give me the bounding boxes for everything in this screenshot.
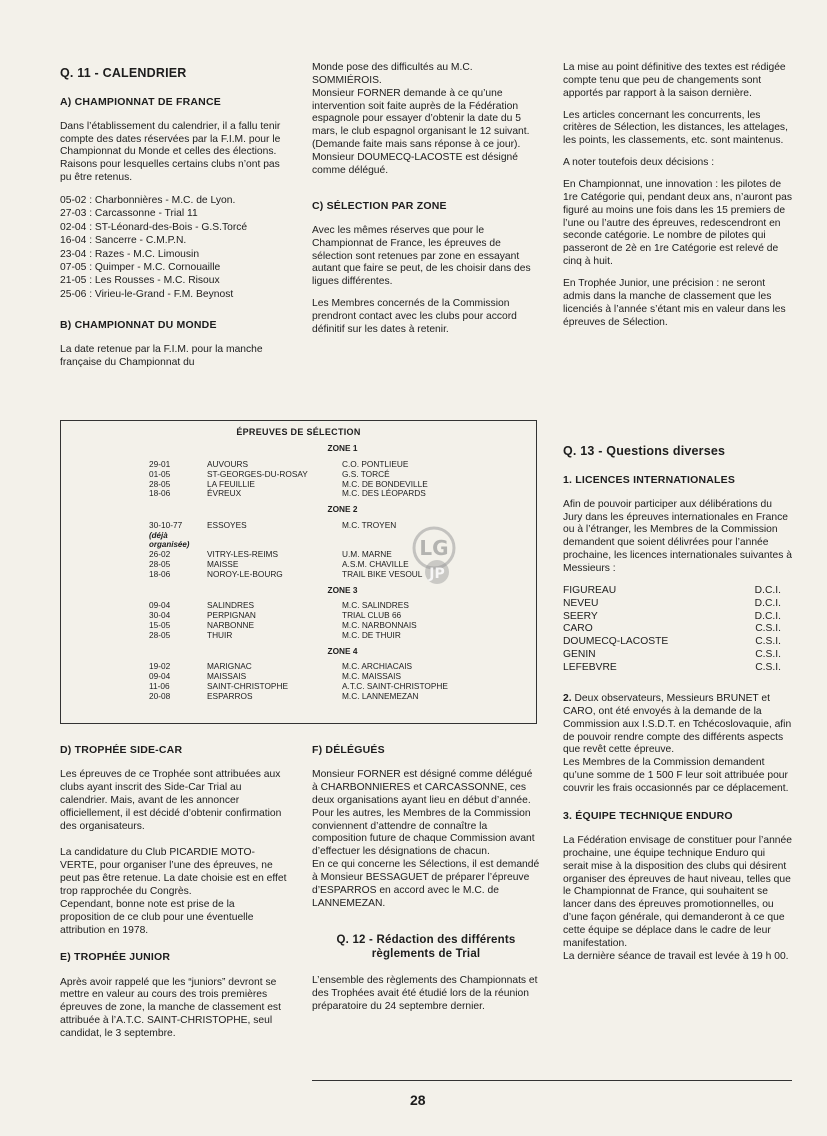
event-club: TRAIL BIKE VESOUL xyxy=(342,568,423,579)
event-date: 28-05 xyxy=(149,630,171,640)
enduro-text2: La dernière séance de travail est levée à 19 h 00. xyxy=(563,950,789,962)
section-f-p1: Monsieur FORNER est désigné comme délégué à CHARBONNIERES et CARCASSONNE, ces deux organisations ayant lieu en début d’année. xyxy=(312,769,533,806)
section-d-p3: Cependant, bonne note est prise de la proposition de ce club pour une éventuelle attribution en 1978. xyxy=(60,898,254,936)
section-d-p2: La candidature du Club PICARDIE MOTO-VERTE, pour organiser l’une des épreuves, ne peut pas être retenue. La date choisie est en effet trop rapprochée du Congrès. xyxy=(60,847,287,897)
enduro-title: 3. ÉQUIPE TECHNIQUE ENDURO xyxy=(563,809,733,822)
observers-number: 2. xyxy=(563,692,572,704)
licence-type: D.C.I. xyxy=(754,610,781,622)
observers-body: Deux observateurs, Messieurs BRUNET et CARO, ont été envoyés à la demande de la Commission aux I.S.D.T. en Tchécoslovaquie, afin de pouvoir rendre compte des différents aspects que revêt cette épreuve. xyxy=(563,692,792,756)
zones-container xyxy=(61,443,536,702)
zone-block xyxy=(149,443,536,499)
q12-p1: L’ensemble des règlements des Championnats et des Trophées avait été étudié lors de la réunion préparatoire du 24 septembre dernier. xyxy=(312,975,538,1013)
event-venue: VITRY-LES-REIMS xyxy=(207,548,279,559)
calendar-date: 23-04 : Razes - M.C. Limousin xyxy=(60,248,200,260)
licence-name: NEVEU xyxy=(563,597,599,609)
observers-text2: Les Membres de la Commission demandent qu’une somme de 1 500 F leur soit attribuée pour couvrir les frais occasionnés par ce déplacement. xyxy=(563,757,789,794)
event-venue: AUVOURS xyxy=(207,458,249,469)
event-row xyxy=(149,521,536,531)
calendar-date: 02-04 : ST-Léonard-des-Bois - G.S.Torcé xyxy=(60,221,248,233)
licence-name: LEFEBVRE xyxy=(563,662,617,674)
event-club: M.C. DE BONDEVILLE xyxy=(342,478,428,489)
calendar-date: 07-05 : Quimper - M.C. Cornouaille xyxy=(60,261,221,273)
observers-text xyxy=(563,693,793,757)
event-club: M.C. MAISSAIS xyxy=(342,671,402,682)
right-text-3: A noter toutefois deux décisions : xyxy=(563,157,715,169)
licence-row xyxy=(563,649,793,662)
zone-block xyxy=(149,504,536,579)
calendar-date: 16-04 : Sancerre - C.M.P.N. xyxy=(60,235,187,247)
licence-row xyxy=(563,598,793,611)
column-right-bottom xyxy=(563,440,793,973)
footer-rule xyxy=(312,1080,792,1081)
section-b-title: B) CHAMPIONNAT DU MONDE xyxy=(60,319,217,332)
q13-title: Q. 13 - Questions diverses xyxy=(563,444,726,458)
section-b-text: La date retenue par la F.I.M. pour la manche française du Championnat du xyxy=(60,344,263,369)
section-a-title: A) CHAMPIONNAT DE FRANCE xyxy=(60,95,221,108)
zone-title: ZONE 3 xyxy=(327,584,358,595)
event-row xyxy=(149,570,536,580)
section-e-p1: Après avoir rappelé que les “juniors” devront se mettre en valeur au cours des trois premières épreuves de zone, la manche de classement est attribuée à l’A.T.C. SAINT-CHRISTOPHE, seul candidat, le 3 septembre. xyxy=(60,976,281,1039)
event-club: M.C. ARCHIACAIS xyxy=(342,661,413,672)
calendar-date: 05-02 : Charbonnières - M.C. de Lyon. xyxy=(60,195,236,207)
enduro-text: La Fédération envisage de constituer pour l’année prochaine, une équipe technique Enduro qui serait mise à la disposition des clubs qui désirent organiser des épreuves de haut niveau, telles que le Championnat de France, qui souhaitent se lancer dans des épreuves promotionnelles, ou d’une façon générale, qui demanderont à ce que cette équipe se déplace dans le cadre de leur manifestation. xyxy=(563,834,792,949)
event-club: A.T.C. SAINT-CHRISTOPHE xyxy=(342,681,448,692)
event-date: 18-06 xyxy=(149,568,171,579)
event-date: 01-05 xyxy=(149,468,171,479)
epreuves-title: ÉPREUVES DE SÉLECTION xyxy=(236,427,361,437)
lg-jp-logo-icon xyxy=(407,524,461,588)
event-date: 15-05 xyxy=(149,620,171,631)
licence-type: C.S.I. xyxy=(755,662,781,674)
event-date: 28-05 xyxy=(149,558,171,569)
event-row xyxy=(149,531,536,550)
column-middle-bottom xyxy=(312,740,540,1023)
right-text-5: En Trophée Junior, une précision : ne seront admis dans la manche de classement que les licenciés à l’année s’étant mis en valeur dans les épreuves de Sélection. xyxy=(563,278,786,328)
event-venue: SAINT-CHRISTOPHE xyxy=(207,681,288,692)
event-club: M.C. DE THUIR xyxy=(342,630,401,640)
event-date: 20-08 xyxy=(149,691,171,702)
right-text-4: En Championnat, une innovation : les pilotes de 1re Catégorie qui, pendant deux ans, n’auront pas figuré au moins une fois dans les 15 premiers de l’une ou l’autre des épreuves, redescendront en seconde catégorie. Le nombre de pilotes qui passeront de 2è en 1re Catégorie est relevé de cinq à huit. xyxy=(563,179,792,268)
section-f-p3: En ce qui concerne les Sélections, il est demandé à Monsieur BESSAGUET de préparer l’épreuve d’ESPARROS en accord avec le M.C. de LANNEMEZAN. xyxy=(312,859,540,909)
section-d-p1: Les épreuves de ce Trophée sont attribuées aux clubs ayant inscrit des Side-Car Trial au calendrier. Mais, avant de les annoncer officiellement, il est décidé d’obtenir confirmation des organisateurs. xyxy=(60,769,282,832)
event-row xyxy=(149,489,536,499)
licence-name: CARO xyxy=(563,623,593,635)
event-venue: ÉVREUX xyxy=(207,488,242,499)
licence-type: C.S.I. xyxy=(755,649,781,661)
calendar-dates-list xyxy=(60,194,287,301)
licences-text: Afin de pouvoir participer aux délibérations du Jury dans les épreuves internationales en France ou à l’étranger, les Membres de la Commission demandent que soient délivrées pour l’année prochaine, les licences internationales suivantes à Messieurs : xyxy=(563,498,792,575)
event-club: TRIAL CLUB 66 xyxy=(342,610,402,621)
right-text-2: Les articles concernant les concurrents, les critères de Sélection, les distances, les attelages, les points, les classements, etc. sont maintenus. xyxy=(563,109,788,147)
licence-row xyxy=(563,585,793,598)
event-date: 28-05 xyxy=(149,478,171,489)
section-f-p2: Pour les autres, les Membres de la Commission conviennent d’attendre de connaître la composition future de chaque Commission avant d’effectuer les désignations de chacun. xyxy=(312,807,535,858)
zone-title: ZONE 1 xyxy=(327,443,358,454)
event-venue: NARBONNE xyxy=(207,620,255,631)
licence-type: C.S.I. xyxy=(755,636,781,648)
event-venue: MAISSAIS xyxy=(207,671,247,682)
column-left-bottom xyxy=(60,740,287,1050)
svg-text:LG: LG xyxy=(419,536,449,560)
licence-name: GENIN xyxy=(563,649,596,661)
right-text-1: La mise au point définitive des textes est rédigée compte tenu que peu de changements sont apportés par rapport à la saison dernière. xyxy=(563,62,786,99)
event-date: 11-06 xyxy=(149,681,170,692)
event-venue: MAISSE xyxy=(207,558,239,569)
section-b-continued xyxy=(312,62,540,178)
event-row xyxy=(149,631,536,641)
licence-type: D.C.I. xyxy=(754,597,781,609)
column-right-top xyxy=(563,62,793,338)
event-venue: PERPIGNAN xyxy=(207,610,256,621)
event-club: A.S.M. CHAVILLE xyxy=(342,558,409,569)
licences-title: 1. LICENCES INTERNATIONALES xyxy=(563,473,736,486)
event-venue xyxy=(207,531,342,550)
event-venue: ESSOYES xyxy=(207,519,247,530)
licence-type: D.C.I. xyxy=(754,584,781,596)
event-date: 19-02 xyxy=(149,661,171,672)
licence-row xyxy=(563,611,793,624)
licence-row xyxy=(563,636,793,649)
event-date: 09-04 xyxy=(149,600,171,611)
column-middle-top xyxy=(312,62,540,346)
event-club: M.C. LANNEMEZAN xyxy=(342,691,419,702)
section-b-cont1: Monde pose des difficultés au M.C. SOMMIÉROIS. xyxy=(312,62,473,86)
zone-block xyxy=(149,585,536,641)
epreuves-selection-box xyxy=(60,420,537,724)
q11-title: Q. 11 - CALENDRIER xyxy=(60,66,187,80)
section-b-cont4: Monsieur DOUMECQ-LACOSTE est désigné comme délégué. xyxy=(312,152,519,176)
licence-name: SEERY xyxy=(563,610,598,622)
page-number: 28 xyxy=(410,1092,426,1108)
section-b-cont2: Monsieur FORNER demande à ce qu’une intervention soit faite auprès de la Fédération espagnole pour essayer d’obtenir la date du 5 mars, le club espagnol organisant le 12 suivant. xyxy=(312,87,530,138)
zone-title: ZONE 4 xyxy=(327,645,358,656)
svg-text:JP: JP xyxy=(429,566,445,582)
licence-name: FIGUREAU xyxy=(563,584,617,596)
event-club: M.C. DES LÉOPARDS xyxy=(342,488,426,499)
event-venue: THUIR xyxy=(207,630,233,640)
event-date: 09-04 xyxy=(149,671,171,682)
q12-title: Q. 12 - Rédaction des différents règlements de Trial xyxy=(336,933,516,960)
event-date: 29-01 xyxy=(149,458,171,469)
column-left-top xyxy=(60,62,287,379)
event-venue: ST-GEORGES-DU-ROSAY xyxy=(207,468,308,479)
section-e-title: E) TROPHÉE JUNIOR xyxy=(60,951,171,964)
event-date: 30-10-77 xyxy=(149,519,183,530)
event-venue: SALINDRES xyxy=(207,600,255,611)
event-venue: MARIGNAC xyxy=(207,661,252,672)
event-club: U.M. MARNE xyxy=(342,548,392,559)
event-row xyxy=(149,692,536,702)
event-venue: ESPARROS xyxy=(207,691,253,702)
section-d-title: D) TROPHÉE SIDE-CAR xyxy=(60,744,183,756)
licence-row xyxy=(563,623,793,636)
section-b-cont3: (Demande faite mais sans réponse à ce jour). xyxy=(312,139,521,151)
event-club: M.C. TROYEN xyxy=(342,519,397,530)
licences-list xyxy=(563,585,793,675)
licence-name: DOUMECQ-LACOSTE xyxy=(563,636,669,648)
calendar-date: 25-06 : Virieu-le-Grand - F.M. Beynost xyxy=(60,288,234,300)
zone-title: ZONE 2 xyxy=(327,504,358,515)
zone-block xyxy=(149,646,536,702)
section-f-title: F) DÉLÉGUÉS xyxy=(312,744,385,756)
event-venue: NOROY-LE-BOURG xyxy=(207,568,283,579)
event-venue: LA FEUILLIE xyxy=(207,478,255,489)
event-club: M.C. NARBONNAIS xyxy=(342,620,417,631)
licence-type: C.S.I. xyxy=(755,623,781,635)
section-c-text1: Avec les mêmes réserves que pour le Championnat de France, les épreuves de sélection sont retenues par zone en essayant autant que faire se peut, de les choisir dans des ligues différentes. xyxy=(312,224,531,288)
section-c-text2: Les Membres concernés de la Commission prendront contact avec les clubs pour accord définitif sur les dates à retenir. xyxy=(312,298,517,335)
event-club: M.C. SALINDRES xyxy=(342,600,409,611)
event-date: 26-02 xyxy=(149,548,171,559)
event-club: G.S. TORCÉ xyxy=(342,468,390,479)
event-club: C.O. PONTLIEUE xyxy=(342,458,409,469)
section-a-text: Dans l’établissement du calendrier, il a fallu tenir compte des dates réservées par la F.I.M. pour le Championnat du Monde et celles des élections. Raisons pour lesquelles certains clubs n’ont pas pu être retenus. xyxy=(60,120,281,184)
calendar-date: 21-05 : Les Rousses - M.C. Risoux xyxy=(60,275,220,287)
section-c-title: C) SÉLECTION PAR ZONE xyxy=(312,199,447,212)
event-date: (déjà organisée) xyxy=(149,530,190,550)
licence-row xyxy=(563,662,793,675)
calendar-date: 27-03 : Carcassonne - Trial 11 xyxy=(60,208,198,220)
event-date: 18-06 xyxy=(149,488,171,499)
event-date: 30-04 xyxy=(149,610,171,621)
